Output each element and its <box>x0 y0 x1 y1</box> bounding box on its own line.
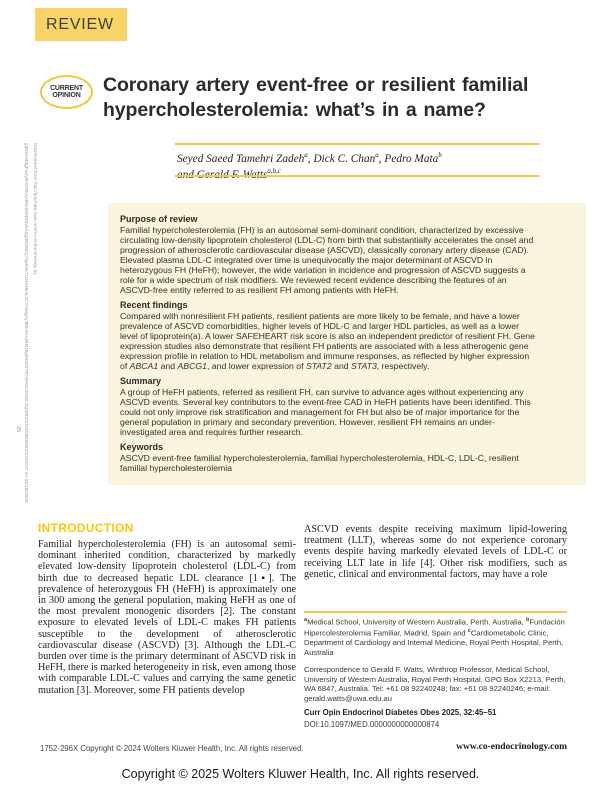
article-title <box>103 73 590 122</box>
logo-word-current: CURRENT <box>50 84 83 92</box>
introduction-heading: INTRODUCTION <box>38 521 134 535</box>
email-link[interactable]: gerald.watts@uwa.edu.au <box>304 693 392 703</box>
recent-findings-segment: and <box>331 361 352 371</box>
affiliation-a-sup: a <box>304 617 308 623</box>
affiliation-c-text: Cardiometabolic Clinic, Department of Cardiology and Internal Medicine, Royal Perth Hospital, Perth, Australia <box>304 628 564 657</box>
review-banner <box>35 8 127 41</box>
recent-findings-text <box>120 311 538 371</box>
gene-abca1: ABCA1 <box>129 361 159 371</box>
affiliation-c-sup: c <box>467 628 471 635</box>
body-right-column: ASCVD events despite receiving maximum lipid-lowering treatment (LLT), whereas some do not experience coronary events despite having markedly elevated levels of LDL-C or receiving LLT late in life [4]. Other risk modifiers, such as genetic, clinical and environmental factors, may have a role <box>304 524 567 580</box>
recent-findings-segment: and <box>158 361 178 371</box>
logo-word-opinion: OPINION <box>52 92 81 99</box>
affiliation-b-sup: b <box>525 617 530 623</box>
author-1-affiliation-sup: a <box>304 151 308 159</box>
author-2: Dick C. Chan <box>313 152 376 165</box>
correspondence-note <box>304 665 568 703</box>
author-separator: , <box>378 152 385 165</box>
keywords-heading: Keywords <box>120 442 164 452</box>
gene-abcg1: ABCG1 <box>177 361 207 371</box>
correspondence-text: Correspondence to Gerald F. Watts, Winthrop Professor, Medical School, University of Western Australia, Royal Perth Hospital, GPO Box X2213, Perth, WA 6847, Australia. Tel: +61 08 92240248; fax: +61 08 92240246; e-mail: <box>304 665 566 693</box>
recent-findings-heading: Recent findings <box>120 300 188 310</box>
footnote-divider <box>304 611 567 613</box>
author-1: Seyed Saeed Tamehri Zadeh <box>177 152 305 165</box>
summary-heading: Summary <box>120 376 162 386</box>
affiliation-a-text: Medical School, University of Western Australia, Perth, Australia, <box>307 617 526 627</box>
bottom-copyright-line: Copyright © 2025 Wolters Kluwer Health, Inc. All rights reserved. <box>121 767 480 781</box>
purpose-of-review-text: Familial hypercholesterolemia (FH) is an autosomal semi-dominant condition, characterized by excessive circulating low-density lipoprotein cholesterol (LDL-C) from birth that substantially accelerates the onset and progression of atherosclerotic cardiovascular disease (ASCVD), classically coronary artery disease (CAD). Elevated plasma LDL-C integrated over time is unequivocally the major determinant of ASCVD in heterozygous FH (HeFH); however, the wide variation in incidence and progression of ASCVD suggests a role for a wide spectrum of risk modifiers. We reviewed recent evidence describing the features of an ASCVD-free entity referred to as resilient FH among patients with HeFH. <box>120 225 534 295</box>
journal-citation: Curr Opin Endocrinol Diabetes Obes 2025, 32:45–51 <box>304 708 497 717</box>
watermark-page-number: 25 <box>15 426 21 433</box>
summary-text: A group of HeFH patients, referred as resilient FH, can survive to advance ages without experiencing any ASCVD events. Several key contributors to the event-free CAD in HeFH patients have been identified. This could not only improve risk stratification and management for FH but also be of major importance for the general population in primary and secondary prevention. However, resilient FH remains an under-investigated area and requires further research. <box>120 387 531 437</box>
review-banner-label: REVIEW <box>46 15 114 33</box>
article-title-line-1: Coronary artery event-free or resilient familial <box>103 74 529 96</box>
doi-text: DOI:10.1097/MED.0000000000000874 <box>304 720 440 729</box>
journal-website-link[interactable]: www.co-endocrinology.com <box>456 742 567 752</box>
download-watermark-text: Downloaded from http://journals.lww.com/co-endocrinology by g3NOH40gFxwyRmORVyH9lAE6NSBvbX1grRtd5EQ75yB4eTUJDHBHLsC7mMg7yJf5mKnURNJ9g8RGlhTRT5POcdX8sLOgW8SOTs9S0E6NEC6YMCs7 on 04/18/2025 <box>24 143 38 503</box>
byline-divider-top <box>175 143 540 145</box>
recent-findings-segment: , respectively. <box>376 361 430 371</box>
author-3-affiliation-sup: b <box>438 151 442 159</box>
purpose-of-review-heading: Purpose of review <box>120 214 198 224</box>
gene-stat3: STAT3 <box>351 361 377 371</box>
recent-findings-segment: Compared with nonresilient FH patients, resilient patients are more likely to be female, and have a lower prevalence of ASCVD comorbidities, higher levels of HDL-C and larger HDL particles, as well as a lower level of lipoprotein(a). A lower SAFEHEART risk score is also an independent predictor of resilient FH. Gene expression studies also demonstrate that resilient FH patients are associated with a less atherogenic gene expression profile in relation to HDL metabolism and immune responses, as reflected by higher expression of <box>120 311 535 371</box>
byline-divider-bottom <box>175 175 540 177</box>
gene-stat2: STAT2 <box>305 361 332 371</box>
keywords-text: ASCVD event-free familial hypercholesterolemia, familial hypercholesterolemia, HDL-C, LDL-C, resilient familial hypercholesterolemia <box>120 453 519 473</box>
author-separator: , <box>307 152 314 165</box>
article-title-line-2: hypercholesterolemia: what’s in a name? <box>103 98 486 121</box>
issn-copyright-line: 1752-296X Copyright © 2024 Wolters Kluwer Health, Inc. All rights reserved. <box>40 744 304 753</box>
current-opinion-logo <box>40 75 93 109</box>
download-watermark <box>16 143 40 531</box>
body-left-column: Familial hypercholesterolemia (FH) is an autosomal semi-dominant inherited condition, characterized by markedly elevated low-density lipoprotein cholesterol (LDL-C) from birth due to decreased hepatic LDL clearance [1▪]. The prevalence of heterozygous FH (HeFH) is approximately one in 300 among the general population, making HeFH as one of the most prevalent monogenic disorders [2]. The constant exposure to elevated levels of LDL-C makes FH patients susceptible to the development of atherosclerotic cardiovascular disease (ASCVD) [3]. Although the LDL-C burden over time is the primary determinant of ASCVD risk in HeFH, there is marked heterogeneity in risk, even among those with comparable LDL-C values and carrying the same genetic mutation [3]. Moreover, some FH patients develop <box>38 539 296 696</box>
recent-findings-segment: , and lower expression of <box>206 361 306 371</box>
author-4-affiliation-sup: a,b,c <box>267 167 281 176</box>
affiliation-b-text: Fundación Hipercolesterolemia Familiar, Madrid, Spain and <box>304 617 565 638</box>
author-2-affiliation-sup: a <box>375 151 379 159</box>
affiliations <box>304 616 568 657</box>
abstract-box <box>108 203 586 485</box>
author-3: Pedro Mata <box>384 152 439 165</box>
